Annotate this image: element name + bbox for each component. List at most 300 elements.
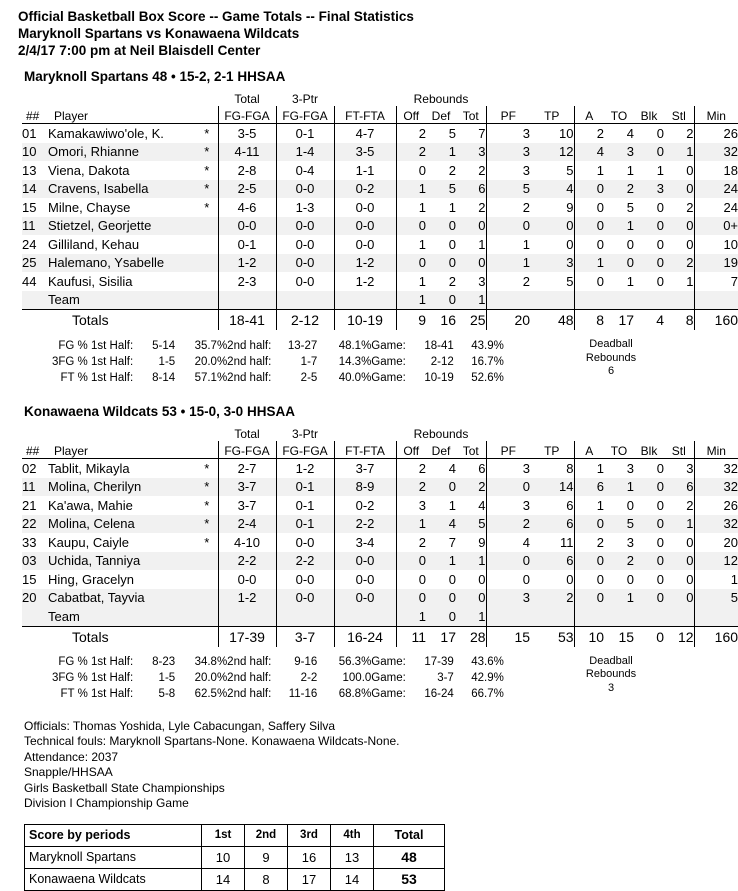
totals-row [22,310,738,331]
table-row [22,180,738,199]
stat-to: 1 [604,589,634,608]
stat-ft: 8-9 [334,478,396,497]
periods-q3: 16 [288,846,331,868]
header-ft: FT-FTA [334,441,396,459]
stat-stl: 0 [664,235,694,254]
percentage-label: 3FG % 1st Half: [52,355,134,368]
player-name: Molina, Cherilyn [48,478,196,497]
periods-row [25,868,445,890]
totals-def: 17 [426,626,456,647]
header-num: ## [22,106,48,124]
score-by-periods-table [24,824,445,891]
totals-min: 160 [694,310,738,331]
stat-a: 0 [574,180,604,199]
player-name: Cravens, Isabella [48,180,196,199]
page-title [18,8,682,59]
player-number: 10 [22,143,48,162]
stat-blk: 0 [656,497,665,513]
game-made: 17-39 [424,656,454,668]
stat-ft: 0-0 [334,570,396,589]
stat-pf: 5 [486,180,530,199]
game-made: 18-41 [424,339,454,352]
game-pct: 66.7% [471,688,504,700]
starter-mark [196,552,218,571]
percentage-label: FG % 1st Half: [58,339,134,352]
first-half-pct: 57.1% [194,371,228,384]
totals-to: 15 [604,626,634,647]
team-row-spacer [694,607,738,626]
stat-fg: 0-0 [218,570,276,589]
stat-fg3: 0-0 [276,217,334,236]
player-name: Hing, Gracelyn [48,571,134,587]
stat-to: 2 [604,552,634,571]
stat-off: 2 [396,143,426,162]
team1-percentages-block [18,338,682,392]
stat-to: 0 [626,497,635,513]
player-name: Gilliland, Kehau [48,236,140,252]
stat-fg3: 0-0 [276,180,334,199]
totals-fg: 17-39 [218,626,276,647]
team-row-spacer [664,291,694,310]
stat-tot: 5 [456,515,486,534]
periods-team-name: Konawaena Wildcats [25,868,202,890]
stat-fg: 2-7 [218,459,276,478]
first-half-pct: 62.5% [194,688,228,700]
header-pf: PF [486,441,530,459]
second-half-made: 1-7 [300,355,318,368]
team-row-spacer [22,291,48,310]
team-off: 1 [396,291,426,310]
header-player: Player [48,441,196,459]
header-player: Player [48,106,196,124]
percentage-label: FT % 1st Half: [60,688,134,700]
stat-blk: 0 [656,199,665,215]
game-pct: 16.7% [471,355,504,368]
game-made: 10-19 [424,371,454,384]
stat-fg3: 0-1 [276,496,334,515]
stat-a: 2 [596,125,605,141]
team1-deadball-rebounds [556,338,666,379]
stat-min: 0+ [694,217,738,236]
stat-pf: 2 [486,198,530,217]
team2-deadball-rebounds [556,655,666,696]
game-pct: 52.6% [471,371,504,384]
first-half-made: 8-23 [152,656,176,668]
header-blk: Blk [634,106,664,124]
team-tot: 1 [456,607,486,626]
totals-label: Totals [48,626,196,647]
stat-tot: 6 [478,460,486,476]
stat-stl: 0 [664,161,694,180]
player-number: 15 [22,199,37,215]
stat-a: 0 [574,217,604,236]
starter-mark: * [196,478,218,497]
header-num: ## [22,441,48,459]
header-stl: Stl [664,441,694,459]
stat-fg: 1-2 [218,589,276,608]
game-made: 3-7 [437,672,454,684]
stat-def: 0 [426,217,456,236]
player-name: Kamakawiwo'ole, K. [48,125,164,141]
second-half-made: 2-2 [300,672,318,684]
stat-tp: 14 [530,478,574,497]
column-group-row [22,425,738,441]
periods-q4: 14 [331,868,374,890]
stat-fg: 2-4 [218,515,276,534]
stat-off: 1 [396,180,426,199]
team2-percentages-table [52,655,504,703]
first-half-pct: 34.8% [194,656,228,668]
header-tp: TP [530,441,574,459]
stat-stl: 2 [664,496,694,515]
stat-min: 32 [694,143,738,162]
totals-spacer [22,626,48,647]
column-group-row [22,90,738,106]
group-3ptr: 3-Ptr [291,427,318,441]
table-row [22,143,738,162]
second-half-made: 9-16 [294,656,318,668]
stat-tot: 1 [478,236,486,252]
second-half-label: 2nd half: [227,672,272,684]
percentage-row [52,370,504,386]
stat-blk: 1 [656,162,665,178]
second-half-made: 2-5 [300,371,318,384]
player-name: Ka'awa, Mahie [48,497,133,513]
starter-mark: * [204,497,210,513]
periods-header-3rd: 3rd [288,824,331,846]
table-row [22,272,738,291]
team-row-spacer [664,607,694,626]
stat-tp: 10 [530,124,574,143]
stat-off: 2 [418,460,426,476]
starter-mark: * [204,199,210,215]
stat-pf: 0 [486,478,530,497]
starter-mark: * [196,143,218,162]
stat-fg: 4-11 [218,143,276,162]
periods-header-4th: 4th [331,824,374,846]
stat-a: 0 [596,571,605,587]
header-stl: Stl [664,106,694,124]
team-off: 1 [396,607,426,626]
stat-tp: 0 [530,235,574,254]
stat-to: 1 [604,478,634,497]
stat-ft: 1-2 [334,254,396,273]
note-line: Girls Basketball State Championships [24,780,225,795]
totals-to: 17 [604,310,634,331]
team-row-spacer [634,607,664,626]
stat-pf: 0 [486,552,530,571]
team2-percent-rows [52,655,504,703]
starter-mark [196,235,218,254]
title-line-3: 2/4/17 7:00 pm at Neil Blaisdell Center [18,43,261,58]
game-label: Game: [371,672,406,684]
totals-stl: 12 [664,626,694,647]
stat-def: 0 [426,254,456,273]
percentage-label: FT % 1st Half: [60,371,134,384]
stat-fg3: 0-0 [276,570,334,589]
header-fg: FG-FGA [218,441,276,459]
stat-tot: 1 [456,552,486,571]
table-row [22,161,738,180]
stat-blk: 0 [634,254,664,273]
game-label: Game: [371,339,406,352]
title-line-2: Maryknoll Spartans vs Konawaena Wildcats [18,26,300,41]
stat-def: 5 [448,125,456,141]
stat-a: 0 [596,273,605,289]
stat-tot: 0 [456,254,486,273]
totals-fg3: 3-7 [276,626,334,647]
stat-blk: 0 [656,125,665,141]
stat-off: 0 [418,571,426,587]
header-def: Def [426,441,456,459]
totals-ft: 10-19 [334,310,396,331]
percentage-row [52,655,504,671]
stat-pf: 3 [486,496,530,515]
stat-to: 0 [604,254,634,273]
stat-pf: 0 [486,217,530,236]
totals-off: 9 [396,310,426,331]
team-row-label: Team [48,607,196,626]
percentage-row [52,338,504,354]
header-off: Off [396,441,426,459]
stat-a: 4 [574,143,604,162]
stat-def: 2 [448,162,456,178]
group-rebounds: Rebounds [413,92,469,106]
player-number: 24 [22,236,37,252]
header-min: Min [694,441,738,459]
second-half-pct: 48.1% [338,339,372,352]
stat-off: 0 [396,217,426,236]
table-row [22,570,738,589]
totals-fg: 18-41 [218,310,276,331]
table-row [22,496,738,515]
stat-pf: 4 [486,533,530,552]
stat-stl: 0 [664,533,694,552]
stat-off: 0 [396,254,426,273]
note-line: Officials: Thomas Yoshida, Lyle Cabacungan, Saffery Silva [24,718,336,733]
stat-ft: 4-7 [334,124,396,143]
first-half-pct: 20.0% [194,672,228,684]
stat-off: 0 [396,552,426,571]
note-line: Attendance: 2037 [24,749,119,764]
team-row-spacer [486,607,530,626]
header-a: A [574,106,604,124]
stat-off: 3 [418,497,426,513]
team2-player-rows [22,459,738,647]
stat-pf: 3 [486,143,530,162]
stat-ft: 0-0 [334,217,396,236]
stat-to: 1 [626,162,635,178]
stat-def: 4 [448,460,456,476]
stat-stl: 1 [664,143,694,162]
periods-total: 48 [374,846,445,868]
team-row-spacer [196,291,218,310]
stat-off: 1 [418,273,426,289]
player-name: Kaupu, Caiyle [48,534,129,550]
stat-def: 0 [448,236,456,252]
stat-ft: 1-2 [334,272,396,291]
stat-tot: 0 [456,589,486,608]
stat-a: 0 [574,515,604,534]
totals-stl: 8 [664,310,694,331]
header-def: Def [426,106,456,124]
totals-spacer [196,626,218,647]
player-number: 13 [22,162,37,178]
stat-to: 4 [626,125,635,141]
team-row-spacer [218,607,276,626]
stat-def: 5 [426,180,456,199]
stat-off: 1 [418,199,426,215]
starter-mark: * [196,515,218,534]
stat-tp: 0 [530,570,574,589]
deadball-value: 3 [607,681,615,694]
stat-ft: 3-7 [334,459,396,478]
stat-to: 0 [626,571,635,587]
stat-a: 0 [574,589,604,608]
header-tot: Tot [456,441,486,459]
stat-fg: 0-0 [218,217,276,236]
stat-blk: 0 [656,273,665,289]
stat-fg: 2-5 [218,180,276,199]
stat-fg: 2-2 [218,552,276,571]
totals-def: 16 [426,310,456,331]
table-row [22,459,738,478]
stat-to: 3 [626,534,635,550]
team-row-spacer [276,607,334,626]
stat-to: 1 [626,273,635,289]
stat-fg3: 0-0 [276,533,334,552]
team-row-spacer [574,291,604,310]
stat-tot: 2 [478,199,486,215]
stat-fg3: 0-4 [276,161,334,180]
deadball-value: 6 [607,365,615,377]
team-row-spacer [634,291,664,310]
periods-q4: 13 [331,846,374,868]
stat-tot: 3 [478,273,486,289]
team-row-spacer [604,291,634,310]
stat-off: 0 [396,589,426,608]
stat-tot: 9 [478,534,486,550]
stat-fg3: 0-0 [276,254,334,273]
first-half-made: 8-14 [152,371,176,384]
periods-header-1st: 1st [202,824,245,846]
stat-tp: 6 [530,552,574,571]
stat-fg3: 2-2 [276,552,334,571]
team-row-spacer [22,607,48,626]
stat-min: 18 [723,162,738,178]
percentage-label: 3FG % 1st Half: [52,672,134,684]
player-number: 25 [22,254,48,273]
player-number: 11 [22,478,48,497]
team-row-spacer [334,291,396,310]
stat-off: 2 [418,534,426,550]
note-line: Technical fouls: Maryknoll Spartans-None. Konawaena Wildcats-None. [24,734,400,748]
starter-mark: * [204,534,210,550]
totals-tp: 48 [530,310,574,331]
header-to: TO [604,106,634,124]
team-row-spacer [694,291,738,310]
team-row-spacer [276,291,334,310]
header-to: TO [604,441,634,459]
stat-min: 1 [730,571,738,587]
stat-ft: 1-1 [334,161,396,180]
score-by-periods-header [25,824,445,846]
stat-def: 1 [426,552,456,571]
second-half-pct: 56.3% [338,656,372,668]
player-number: 03 [22,552,48,571]
stat-blk: 0 [656,236,665,252]
header-tot: Tot [456,106,486,124]
first-half-made: 1-5 [158,355,176,368]
player-name: Stietzel, Georjette [48,217,196,236]
stat-fg3: 0-0 [276,589,334,608]
team-row-spacer [530,607,574,626]
totals-a: 10 [574,626,604,647]
player-number: 21 [22,497,37,513]
stat-def: 0 [426,478,456,497]
game-notes [24,719,682,812]
stat-min: 24 [723,199,738,215]
player-name: Omori, Rhianne [48,143,196,162]
stat-blk: 0 [656,534,665,550]
group-3ptr: 3-Ptr [291,92,318,106]
table-row [22,198,738,217]
team-tot: 1 [456,291,486,310]
stat-pf: 0 [486,570,530,589]
table-row [22,124,738,143]
stat-a: 0 [574,552,604,571]
stat-blk: 0 [634,478,664,497]
periods-q2: 9 [245,846,288,868]
stat-pf: 3 [486,124,530,143]
totals-spacer [196,310,218,331]
second-half-pct: 40.0% [338,371,372,384]
stat-stl: 0 [664,570,694,589]
column-header-row [22,106,738,124]
stat-ft: 0-0 [334,552,396,571]
stat-min: 10 [723,236,738,252]
stat-fg: 0-1 [218,235,276,254]
starter-mark [196,272,218,291]
table-row [22,254,738,273]
stat-def: 1 [448,199,456,215]
player-number: 14 [22,180,48,199]
header-off: Off [396,106,426,124]
team-row-spacer [486,291,530,310]
stat-tot: 0 [456,217,486,236]
stat-to: 3 [626,460,635,476]
stat-pf: 3 [486,161,530,180]
player-name: Kaufusi, Sisilia [48,273,133,289]
stat-fg3: 1-2 [276,459,334,478]
stat-ft: 0-2 [334,496,396,515]
stat-def: 1 [426,143,456,162]
stat-blk: 0 [634,217,664,236]
stat-tp: 11 [530,533,574,552]
stat-ft: 3-5 [334,143,396,162]
team-row-spacer [218,291,276,310]
stat-tp: 12 [530,143,574,162]
stat-tot: 4 [478,497,486,513]
totals-pf: 15 [486,626,530,647]
periods-header-total: Total [374,824,445,846]
stat-blk: 0 [634,552,664,571]
first-half-pct: 35.7% [194,339,228,352]
stat-fg: 3-7 [218,478,276,497]
stat-blk: 0 [634,515,664,534]
stat-def: 4 [426,515,456,534]
stat-to: 1 [604,217,634,236]
